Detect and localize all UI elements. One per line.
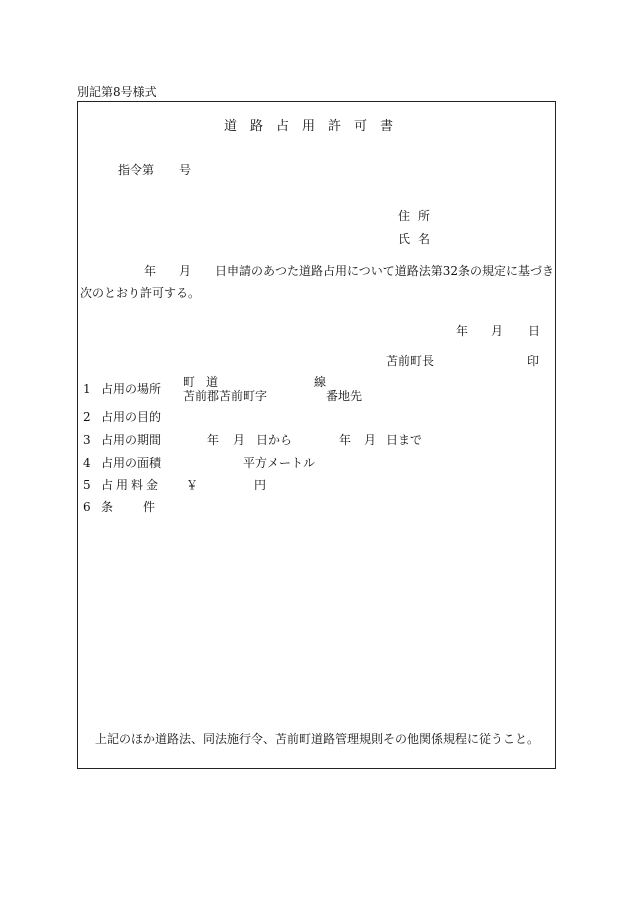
period-from-month: 月 xyxy=(233,433,246,447)
period-to-day: 日まで xyxy=(386,433,423,447)
item-label-place: 占用の場所 xyxy=(101,382,162,396)
item-number: 1 xyxy=(83,382,91,396)
body-line-1: 日申請のあつた道路占用について道路法第32条の規定に基づき xyxy=(215,264,555,278)
place-line-suffix: 線 xyxy=(314,375,327,389)
period-to-month: 月 xyxy=(364,433,377,447)
item-number: 2 xyxy=(83,410,91,424)
period-from-day: 日から xyxy=(256,433,293,447)
place-road-type: 町道 xyxy=(183,375,230,389)
item-label-fee: 占用料金 xyxy=(101,478,162,492)
item-label-conditions: 条件 xyxy=(101,500,186,514)
period-to-year: 年 xyxy=(339,433,352,447)
item-number: 6 xyxy=(83,500,91,514)
issue-month: 月 xyxy=(491,324,504,338)
item-number: 3 xyxy=(83,433,91,447)
applicant-address-label: 住所 xyxy=(398,209,439,223)
period-from-year: 年 xyxy=(207,433,220,447)
issue-day: 日 xyxy=(528,324,541,338)
application-month: 月 xyxy=(179,264,192,278)
application-year: 年 xyxy=(144,264,157,278)
seal-mark: 印 xyxy=(527,354,540,368)
item-number: 5 xyxy=(83,478,91,492)
issuer-title: 苫前町長 xyxy=(386,354,435,368)
applicant-name-label: 氏名 xyxy=(398,232,439,246)
document-title: 道路占用許可書 xyxy=(223,119,406,134)
item-number: 4 xyxy=(83,456,91,470)
directive-prefix: 指令第 xyxy=(118,163,155,177)
item-label-purpose: 占用の目的 xyxy=(101,410,162,424)
directive-suffix: 号 xyxy=(179,163,192,177)
issue-year: 年 xyxy=(456,324,469,338)
area-unit: 平方メートル xyxy=(243,456,316,470)
item-label-period: 占用の期間 xyxy=(101,433,162,447)
body-line-2: 次のとおり許可する。 xyxy=(80,286,201,300)
item-label-area: 占用の面積 xyxy=(101,456,162,470)
fee-currency: ￥ xyxy=(186,478,199,492)
place-lot-suffix: 番地先 xyxy=(326,389,363,403)
place-address: 苫前郡苫前町字 xyxy=(183,389,268,403)
fee-unit: 円 xyxy=(254,478,267,492)
form-number-label: 別記第8号様式 xyxy=(77,85,157,99)
footer-note: 上記のほか道路法、同法施行令、苫前町道路管理規則その他関係規程に従うこと。 xyxy=(95,732,540,746)
